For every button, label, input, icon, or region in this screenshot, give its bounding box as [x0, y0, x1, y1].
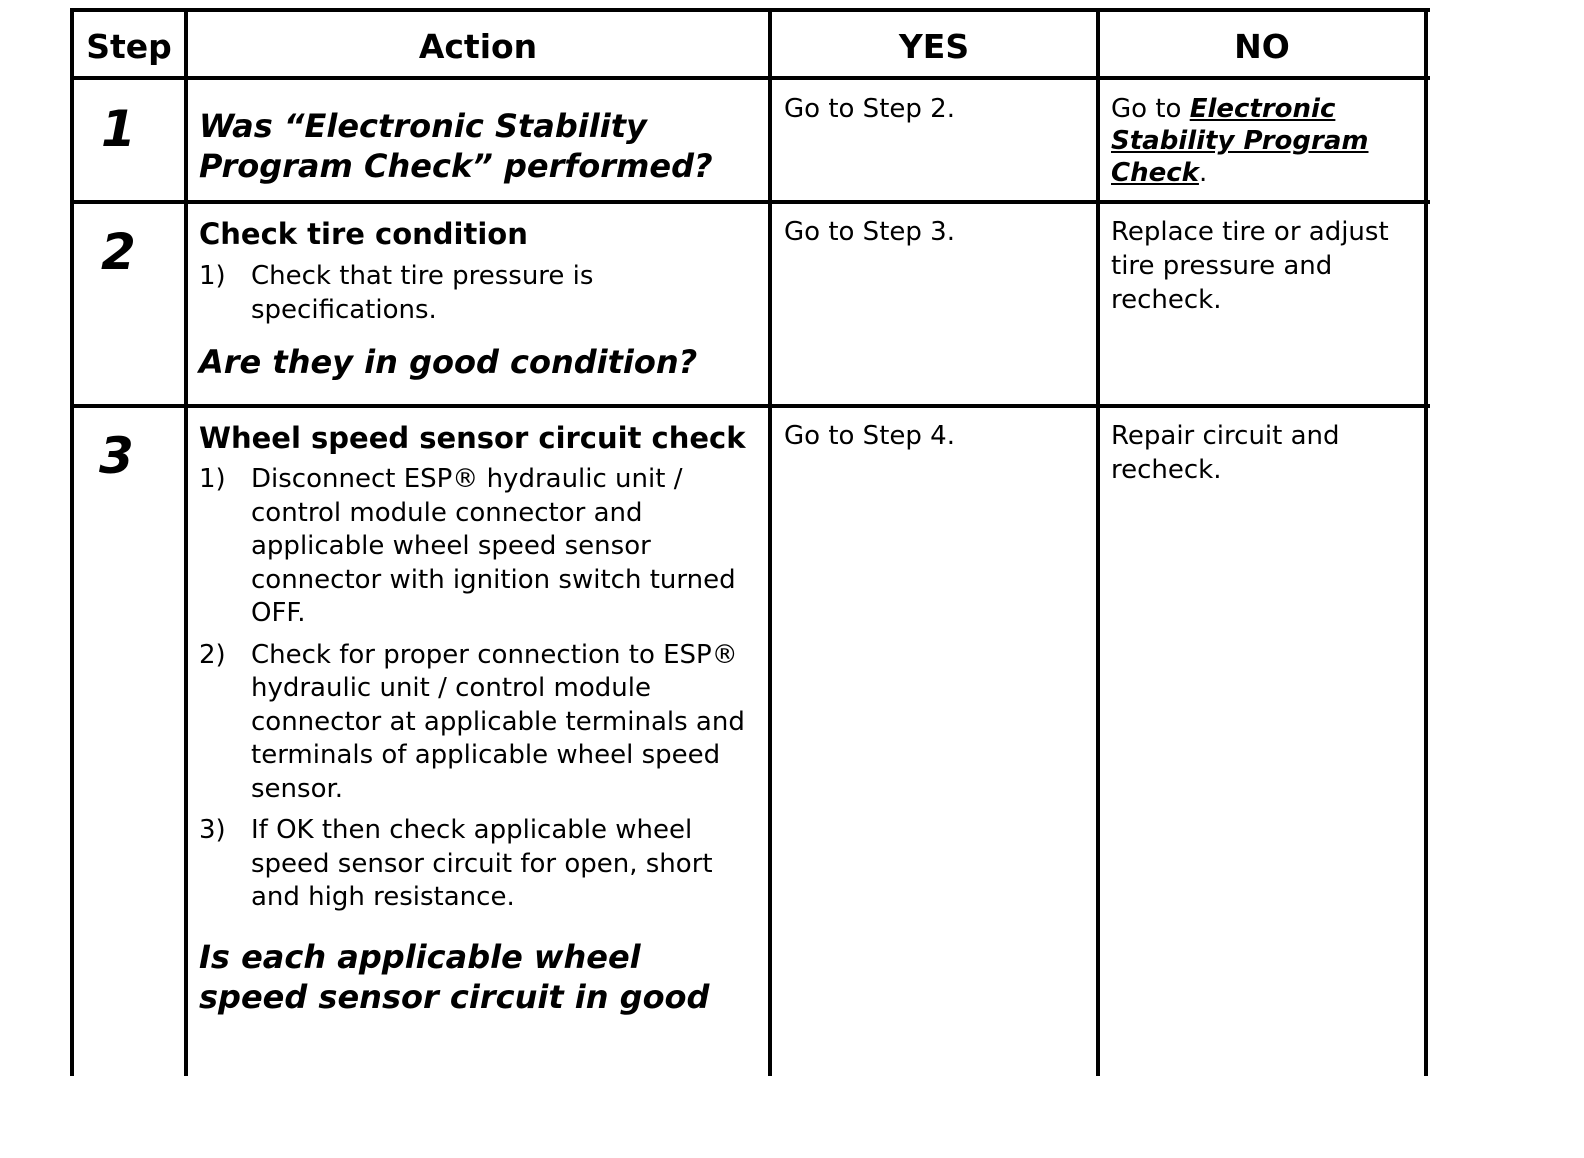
list-item-text: Disconnect ESP® hydraulic unit / control module connector and applicable wheel speed sensor connector with ignition switch turned OFF. — [251, 464, 736, 628]
list-item-number: 2) — [199, 639, 226, 670]
step-1-no-suffix: . — [1198, 158, 1208, 188]
step-2-title: Check tire condition — [199, 217, 528, 251]
row-divider-1 — [70, 200, 1430, 204]
header-step: Step — [86, 27, 172, 66]
header-action: Action — [418, 27, 538, 66]
list-item-number: 3) — [199, 815, 226, 845]
step-3-action — [199, 420, 759, 1017]
header-divider — [70, 76, 1430, 80]
step-2-action — [199, 216, 754, 382]
step-1-yes: Go to Step 2. — [784, 94, 955, 124]
list-item-text: Check for proper connection to ESP® hydraulic unit / control module connector at applicable terminals and terminals of applicable wheel speed sensor. — [251, 639, 745, 804]
step-1-no — [1111, 93, 1411, 189]
list-item — [199, 260, 754, 327]
row-divider-2 — [70, 404, 1430, 408]
step-number-2: 2 — [101, 223, 136, 281]
table-border-top — [70, 8, 1430, 12]
step-2-question: Are they in good condition? — [199, 343, 698, 381]
header-yes: YES — [898, 27, 970, 66]
step-number-3: 3 — [99, 427, 134, 485]
list-item — [199, 814, 759, 915]
column-divider-step-action — [184, 8, 188, 1076]
column-divider-yes-no — [1096, 8, 1100, 1076]
list-item — [199, 639, 759, 807]
list-item-text: Check that tire pressure is specifications. — [251, 261, 594, 325]
step-3-title: Wheel speed sensor circuit check — [199, 421, 746, 455]
step-number-1: 1 — [101, 100, 136, 158]
list-item — [199, 463, 759, 631]
step-2-no: Replace tire or adjust tire pressure and recheck. — [1111, 217, 1389, 315]
header-no: NO — [1234, 27, 1290, 66]
step-3-no: Repair circuit and recheck. — [1111, 421, 1340, 485]
electronic-stability-program-check-link[interactable]: Electronic Stability Program Check — [1111, 94, 1369, 188]
column-divider-action-yes — [768, 8, 772, 1076]
table-border-left — [70, 8, 74, 1076]
list-item-text: If OK then check applicable wheel speed sensor circuit for open, short and high resistance. — [251, 815, 713, 912]
list-item-number: 1) — [199, 261, 226, 291]
list-item-number: 1) — [199, 464, 226, 494]
step-1-no-prefix: Go to — [1111, 94, 1190, 124]
step-2-yes: Go to Step 3. — [784, 217, 955, 247]
table-border-right — [1424, 8, 1428, 1076]
step-3-yes: Go to Step 4. — [784, 421, 955, 451]
step-1-question: Was “Electronic Stability Program Check” performed? — [199, 107, 713, 185]
step-3-question: Is each applicable wheel speed sensor circuit in good — [199, 937, 710, 1016]
